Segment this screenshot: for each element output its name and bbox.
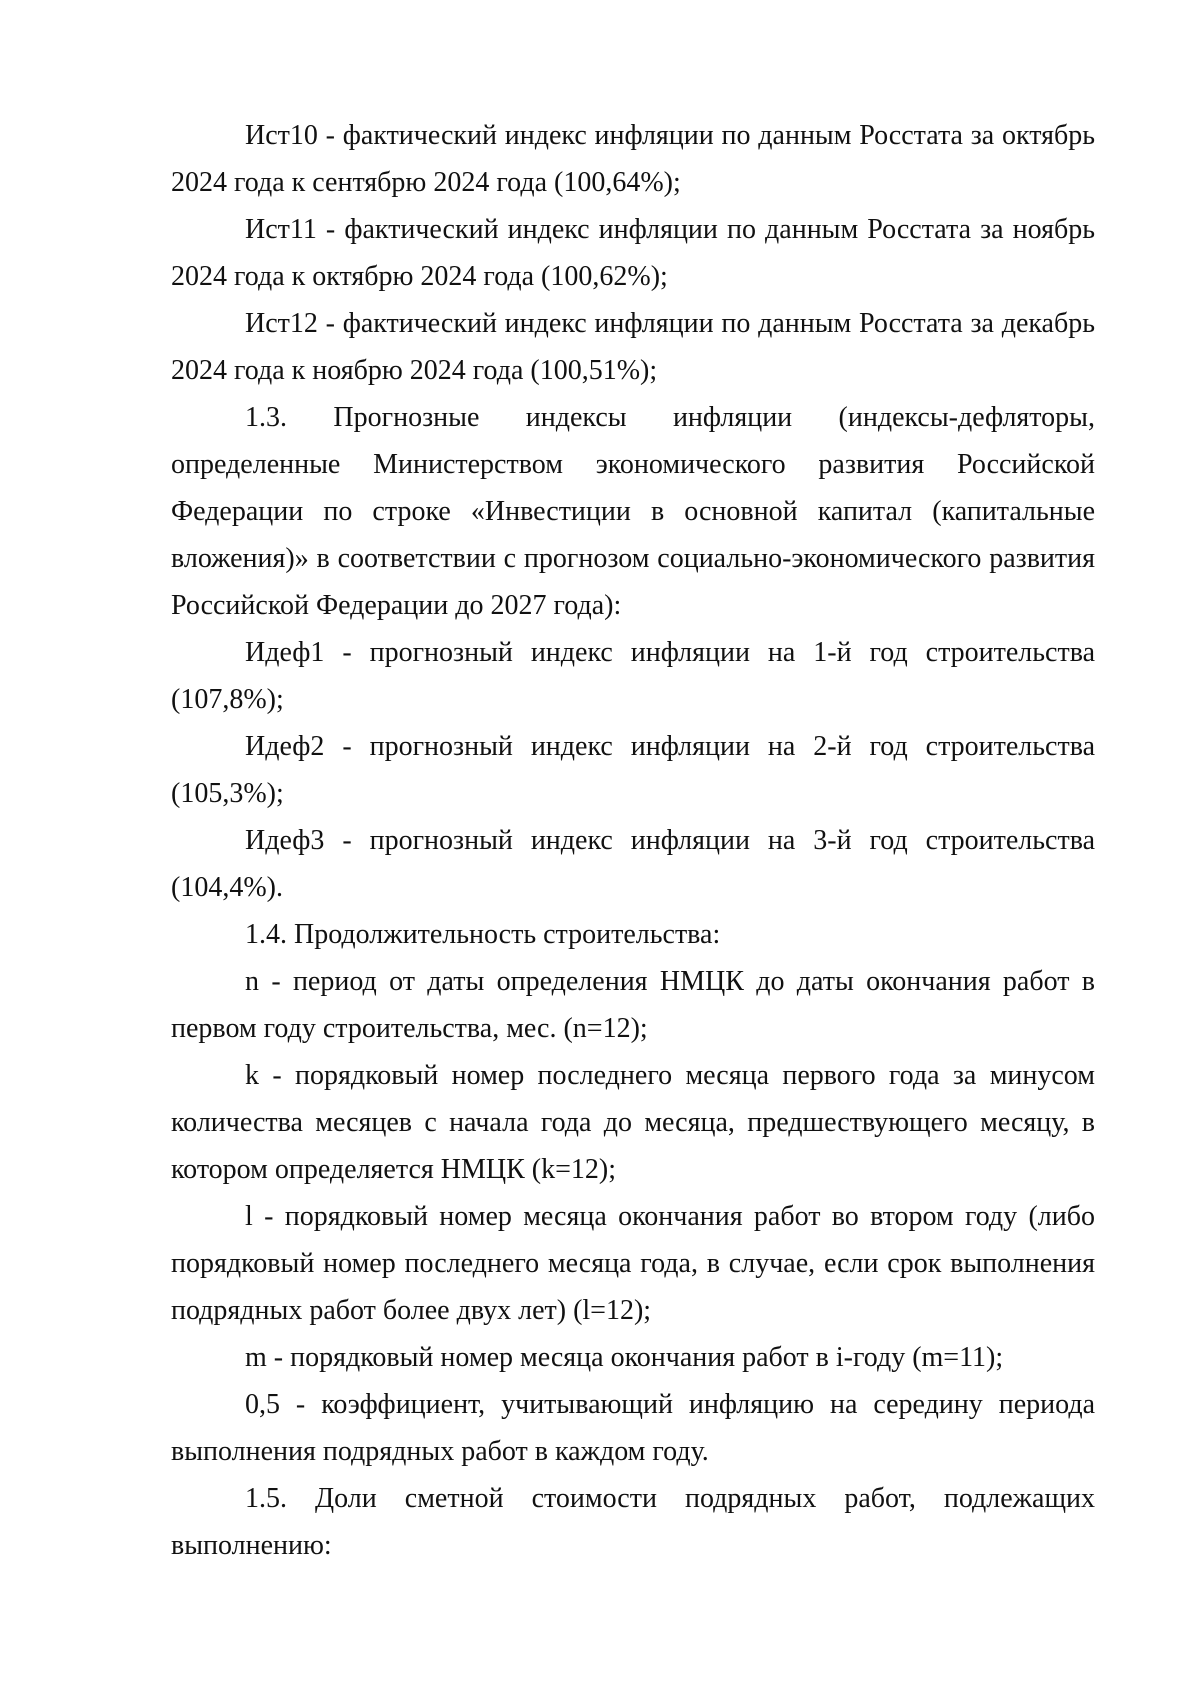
paragraph-ist12: Ист12 - фактический индекс инфляции по данным Росстата за декабрь 2024 года к ноябрю 2024 года (100,51%); [171,308,1095,386]
paragraph-coefficient: 0,5 - коэффициент, учитывающий инфляцию на середину периода выполнения подрядных работ в каждом году. [171,1389,1095,1467]
paragraph-m-definition: m - порядковый номер месяца окончания работ в i-году (m=11); [245,1342,1004,1373]
paragraph-ist11: Ист11 - фактический индекс инфляции по данным Росстата за ноябрь 2024 года к октябрю 2024 года (100,62%); [171,214,1095,292]
paragraph-section-1-3: 1.3. Прогнозные индексы инфляции (индексы-дефляторы, определенные Министерством экономического развития Российской Федерации по строке «Инвестиции в основной капитал (капитальные вложения)» в соответствии с прогнозом социально-экономического развития Российской Федерации до 2027 года): [171,402,1095,621]
paragraph-k-definition: k - порядковый номер последнего месяца первого года за минусом количества месяцев с начала года до месяца, предшествующего месяцу, в котором определяется НМЦК (k=12); [171,1060,1095,1185]
paragraph-idef1: Идеф1 - прогнозный индекс инфляции на 1-й год строительства (107,8%); [171,637,1095,715]
paragraph-n-definition: n - период от даты определения НМЦК до даты окончания работ в первом году строительства, мес. (n=12); [171,966,1095,1044]
paragraph-section-1-5: 1.5. Доли сметной стоимости подрядных работ, подлежащих выполнению: [171,1483,1095,1561]
paragraph-l-definition: l - порядковый номер месяца окончания работ во втором году (либо порядковый номер последнего месяца года, в случае, если срок выполнения подрядных работ более двух лет) (l=12); [171,1201,1095,1326]
document-body [171,112,1095,1569]
paragraph-idef2: Идеф2 - прогнозный индекс инфляции на 2-й год строительства (105,3%); [171,731,1095,809]
paragraph-idef3: Идеф3 - прогнозный индекс инфляции на 3-й год строительства (104,4%). [171,825,1095,903]
paragraph-section-1-4: 1.4. Продолжительность строительства: [245,919,721,950]
paragraph-ist10: Ист10 - фактический индекс инфляции по данным Росстата за октябрь 2024 года к сентябрю 2024 года (100,64%); [171,120,1095,198]
